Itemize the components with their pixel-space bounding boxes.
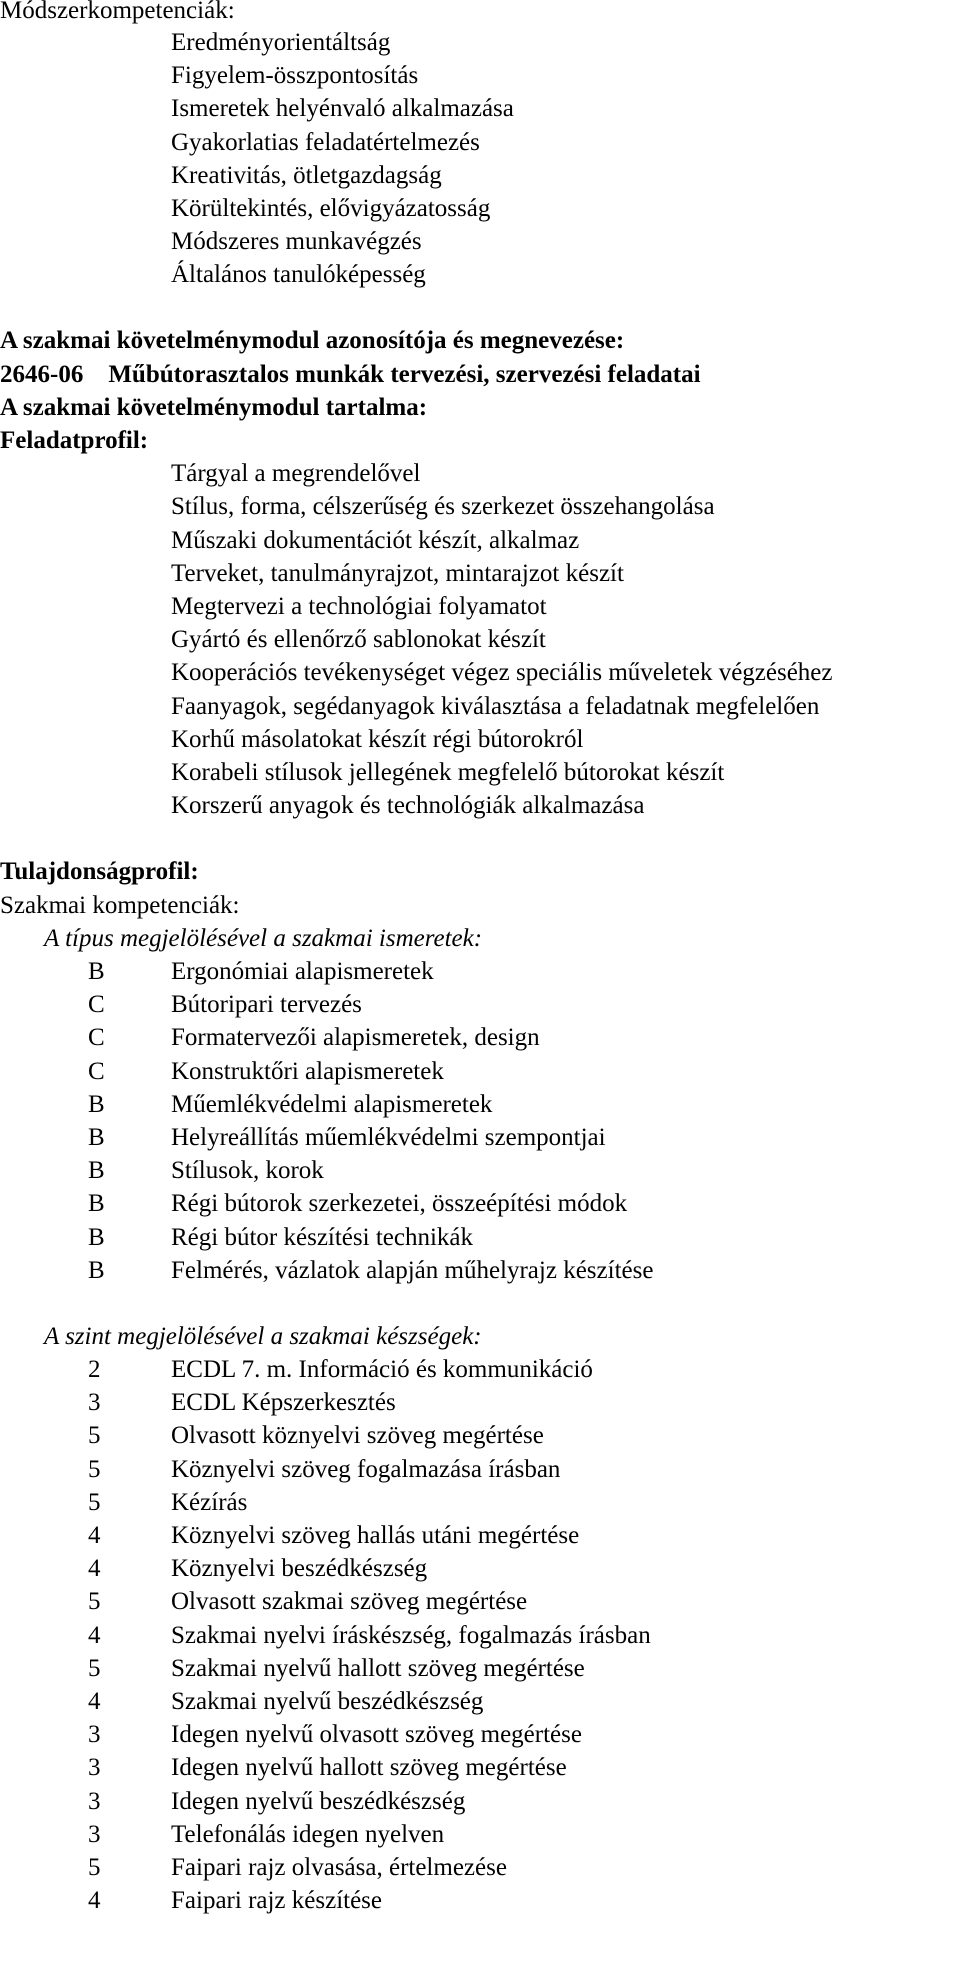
skill-text: Idegen nyelvű beszédkészség <box>171 1788 466 1815</box>
knowledge-row <box>0 1256 960 1286</box>
skill-level: 4 <box>88 1887 101 1914</box>
skill-row <box>0 1687 960 1717</box>
task-item: Műszaki dokumentációt készít, alkalmaz <box>171 527 580 554</box>
knowledge-row <box>0 1123 960 1153</box>
skill-level: 4 <box>88 1555 101 1582</box>
knowledge-code: B <box>88 1124 105 1151</box>
skill-row <box>0 1787 960 1817</box>
skill-text: Olvasott szakmai szöveg megértése <box>171 1588 528 1615</box>
skill-row <box>0 1886 960 1916</box>
skill-level: 3 <box>88 1821 101 1848</box>
task-item: Korhű másolatokat készít régi bútorokról <box>171 726 584 753</box>
skill-text: Telefonálás idegen nyelven <box>171 1821 445 1848</box>
skill-row <box>0 1853 960 1883</box>
skill-row <box>0 1654 960 1684</box>
task-item: Terveket, tanulmányrajzot, mintarajzot készít <box>171 560 624 587</box>
skill-level: 5 <box>88 1456 101 1483</box>
skill-text: Kézírás <box>171 1489 248 1516</box>
skill-text: Faipari rajz olvasása, értelmezése <box>171 1854 507 1881</box>
knowledge-row <box>0 1223 960 1253</box>
knowledge-row <box>0 1057 960 1087</box>
skill-text: Szakmai nyelvű beszédkészség <box>171 1688 484 1715</box>
knowledge-code: C <box>88 1058 105 1085</box>
skill-row <box>0 1621 960 1651</box>
skill-text: Szakmai nyelvű hallott szöveg megértése <box>171 1655 585 1682</box>
skills-heading: A szint megjelölésével a szakmai készségek: <box>44 1323 482 1350</box>
knowledge-code: B <box>88 1091 105 1118</box>
knowledge-text: Műemlékvédelmi alapismeretek <box>171 1091 493 1118</box>
knowledge-heading: A típus megjelölésével a szakmai ismeretek: <box>44 925 483 952</box>
methods-item: Gyakorlatias feladatértelmezés <box>171 129 480 156</box>
skill-level: 2 <box>88 1356 101 1383</box>
professional-heading: Szakmai kompetenciák: <box>0 892 240 919</box>
skill-text: Szakmai nyelvi íráskészség, fogalmazás írásban <box>171 1622 651 1649</box>
skill-text: Köznyelvi szöveg fogalmazása írásban <box>171 1456 561 1483</box>
knowledge-text: Felmérés, vázlatok alapján műhelyrajz készítése <box>171 1257 654 1284</box>
skill-level: 5 <box>88 1854 101 1881</box>
skill-level: 3 <box>88 1754 101 1781</box>
knowledge-code: B <box>88 958 105 985</box>
skill-text: Köznyelvi szöveg hallás utáni megértése <box>171 1522 580 1549</box>
skill-text: Idegen nyelvű hallott szöveg megértése <box>171 1754 567 1781</box>
skill-level: 3 <box>88 1389 101 1416</box>
knowledge-code: B <box>88 1257 105 1284</box>
skill-row <box>0 1720 960 1750</box>
knowledge-code: B <box>88 1224 105 1251</box>
skill-level: 3 <box>88 1721 101 1748</box>
skill-text: ECDL Képszerkesztés <box>171 1389 396 1416</box>
skill-text: ECDL 7. m. Információ és kommunikáció <box>171 1356 593 1383</box>
knowledge-row <box>0 1023 960 1053</box>
knowledge-row <box>0 1090 960 1120</box>
methods-heading: Módszerkompetenciák: <box>0 0 235 24</box>
knowledge-code: B <box>88 1157 105 1184</box>
knowledge-text: Bútoripari tervezés <box>171 991 362 1018</box>
skill-level: 4 <box>88 1522 101 1549</box>
methods-item: Általános tanulóképesség <box>171 261 426 288</box>
skill-row <box>0 1388 960 1418</box>
knowledge-code: C <box>88 991 105 1018</box>
skill-level: 5 <box>88 1655 101 1682</box>
skill-level: 4 <box>88 1622 101 1649</box>
methods-item: Módszeres munkavégzés <box>171 228 422 255</box>
skill-row <box>0 1355 960 1385</box>
knowledge-row <box>0 1189 960 1219</box>
task-item: Gyártó és ellenőrző sablonokat készít <box>171 626 546 653</box>
methods-item: Eredményorientáltság <box>171 29 391 56</box>
methods-item: Körültekintés, elővigyázatosság <box>171 195 491 222</box>
skill-level: 5 <box>88 1422 101 1449</box>
knowledge-row <box>0 1156 960 1186</box>
knowledge-text: Helyreállítás műemlékvédelmi szempontjai <box>171 1124 606 1151</box>
task-item: Korszerű anyagok és technológiák alkalmazása <box>171 792 645 819</box>
skill-row <box>0 1455 960 1485</box>
knowledge-text: Konstruktőri alapismeretek <box>171 1058 444 1085</box>
knowledge-text: Régi bútorok szerkezetei, összeépítési módok <box>171 1190 628 1217</box>
skill-level: 5 <box>88 1588 101 1615</box>
task-item: Korabeli stílusok jellegének megfelelő bútorokat készít <box>171 759 725 786</box>
module-id-line: 2646-06 Műbútorasztalos munkák tervezési, szervezési feladatai <box>0 361 701 388</box>
property-profile-heading: Tulajdonságprofil: <box>0 858 199 885</box>
task-item: Tárgyal a megrendelővel <box>171 460 421 487</box>
skill-row <box>0 1554 960 1584</box>
knowledge-text: Ergonómiai alapismeretek <box>171 958 434 985</box>
methods-item: Ismeretek helyénvaló alkalmazása <box>171 95 514 122</box>
skill-row <box>0 1521 960 1551</box>
skill-text: Faipari rajz készítése <box>171 1887 383 1914</box>
skill-text: Köznyelvi beszédkészség <box>171 1555 428 1582</box>
skill-text: Olvasott köznyelvi szöveg megértése <box>171 1422 544 1449</box>
skill-row <box>0 1820 960 1850</box>
skill-row <box>0 1587 960 1617</box>
knowledge-code: C <box>88 1024 105 1051</box>
knowledge-code: B <box>88 1190 105 1217</box>
task-profile-heading: Feladatprofil: <box>0 427 149 454</box>
skill-text: Idegen nyelvű olvasott szöveg megértése <box>171 1721 582 1748</box>
skill-row <box>0 1421 960 1451</box>
module-id-heading: A szakmai követelménymodul azonosítója és megnevezése: <box>0 327 625 354</box>
skill-row <box>0 1753 960 1783</box>
skill-level: 3 <box>88 1788 101 1815</box>
knowledge-row <box>0 990 960 1020</box>
knowledge-text: Régi bútor készítési technikák <box>171 1224 474 1251</box>
task-item: Megtervezi a technológiai folyamatot <box>171 593 547 620</box>
methods-item: Kreativitás, ötletgazdagság <box>171 162 442 189</box>
knowledge-row <box>0 957 960 987</box>
task-item: Kooperációs tevékenységet végez speciális műveletek végzéséhez <box>171 659 833 686</box>
knowledge-text: Formatervezői alapismeretek, design <box>171 1024 540 1051</box>
skill-row <box>0 1488 960 1518</box>
methods-item: Figyelem-összpontosítás <box>171 62 419 89</box>
knowledge-text: Stílusok, korok <box>171 1157 324 1184</box>
task-item: Stílus, forma, célszerűség és szerkezet összehangolása <box>171 493 715 520</box>
skill-level: 5 <box>88 1489 101 1516</box>
module-content-heading: A szakmai követelménymodul tartalma: <box>0 394 428 421</box>
skill-level: 4 <box>88 1688 101 1715</box>
task-item: Faanyagok, segédanyagok kiválasztása a feladatnak megfelelően <box>171 693 820 720</box>
